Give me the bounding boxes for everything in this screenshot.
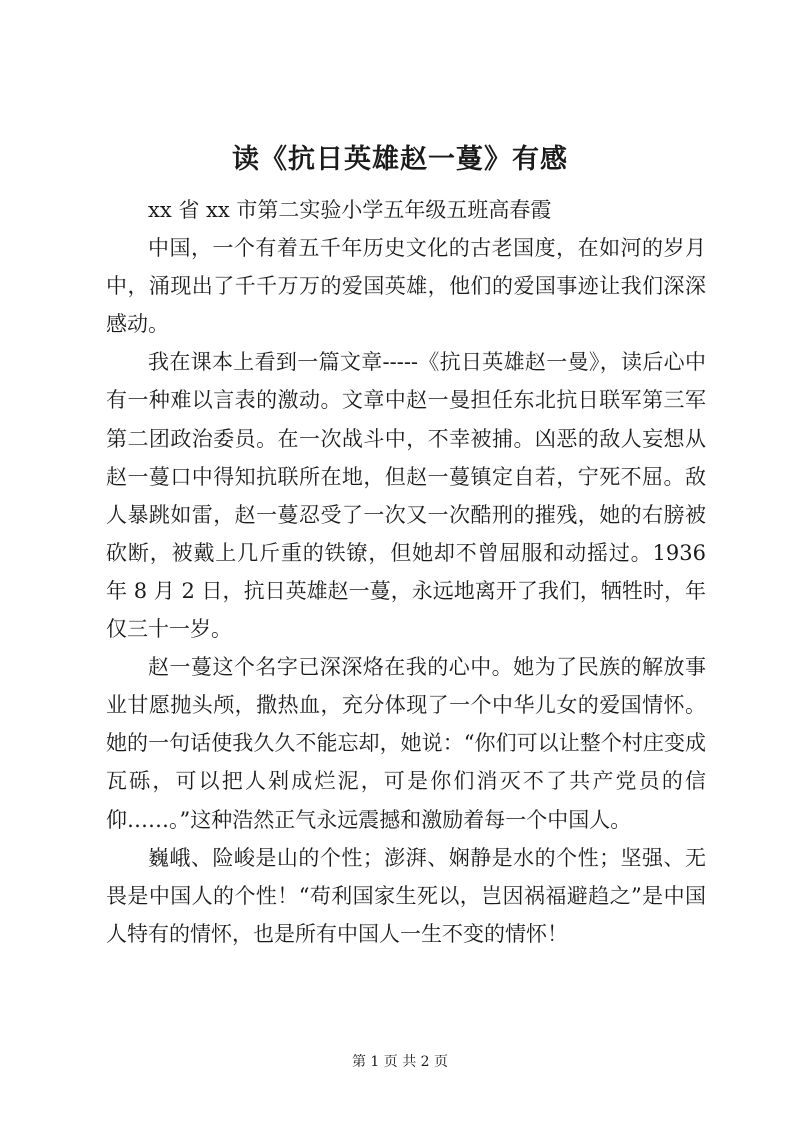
document-body [106, 191, 706, 953]
paragraph-2: 我在课本上看到一篇文章-----《抗日英雄赵一曼》，读后心中有一种难以言表的激动。文章中赵一曼担任东北抗日联军第三军第二团政治委员。在一次战斗中，不幸被捕。凶恶的敌人妄想从赵一蔓口中得知抗联所在地，但赵一蔓镇定自若，宁死不屈。敌人暴跳如雷，赵一蔓忍受了一次又一次酷刑的摧残，她的右膀被砍断，被戴上几斤重的铁镣，但她却不曾屈服和动摇过。1936 年 8 月 2 日，抗日英雄赵一蔓，永远地离开了我们，牺牲时，年仅三十一岁。 [106, 350, 706, 642]
paragraph-4: 巍峨、险峻是山的个性；澎湃、娴静是水的个性；坚强、无畏是中国人的个性！“苟利国家生死以，岂因祸福避趋之”是中国人特有的情怀，也是所有中国人一生不变的情怀！ [106, 845, 706, 946]
page-footer: 第 1 页 共 2 页 [351, 1054, 449, 1070]
paragraph-1: 中国，一个有着五千年历史文化的古老国度，在如河的岁月中，涌现出了千千万万的爱国英雄，他们的爱国事迹让我们深深感动。 [106, 236, 706, 337]
paragraph-3: 赵一蔓这个名字已深深烙在我的心中。她为了民族的解放事业甘愿抛头颅，撒热血，充分体现了一个中华儿女的爱国情怀。她的一句话使我久久不能忘却，她说：“你们可以让整个村庄变成瓦砾，可以把人剁成烂泥，可是你们消灭不了共产党员的信仰……。”这种浩然正气永远震撼和激励着每一个中国人。 [106, 655, 706, 832]
author-line: xx 省 xx 市第二实验小学五年级五班高春霞 [148, 198, 552, 222]
document-title: 读《抗日英雄赵一蔓》有感 [232, 144, 568, 175]
